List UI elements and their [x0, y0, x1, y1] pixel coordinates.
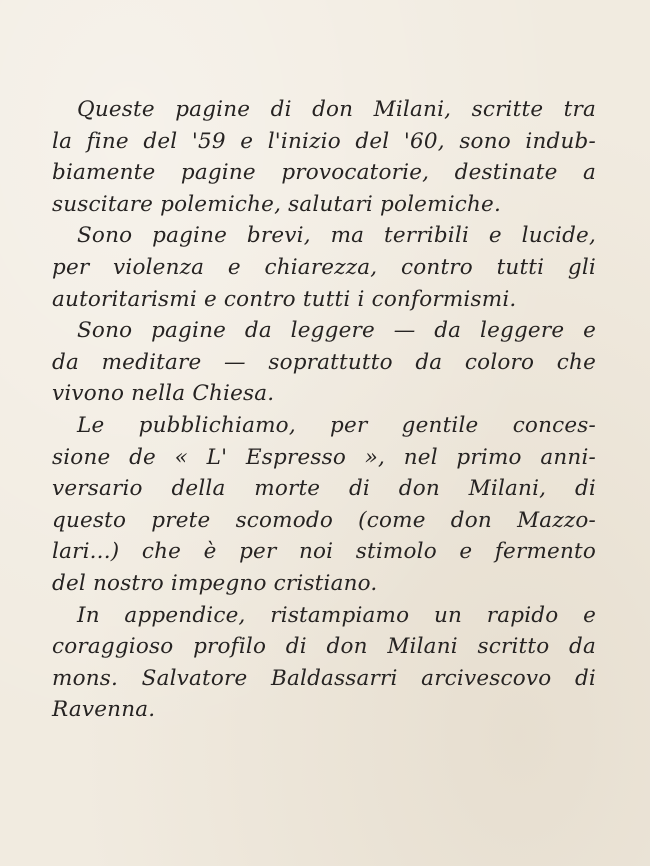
text-line: per violenza e chiarezza, contro tutti gli — [52, 254, 596, 280]
paragraph-5 — [52, 600, 596, 726]
paragraph-1 — [52, 94, 596, 220]
text-line: biamente pagine provocatorie, destinate a — [52, 160, 596, 186]
text-line: lari...) che è per noi stimolo e fermento — [52, 539, 596, 565]
text-line: questo prete scomodo (come don Mazzo- — [52, 507, 596, 533]
text-line: vivono nella Chiesa. — [52, 381, 275, 407]
text-line: Sono pagine da leggere — da leggere e — [77, 318, 596, 344]
text-line: mons. Salvatore Baldassarri arcivescovo di — [52, 665, 596, 691]
text-line: coraggioso profilo di don Milani scritto da — [52, 634, 596, 660]
text-line: Queste pagine di don Milani, scritte tra — [77, 97, 596, 122]
paragraph-4 — [52, 410, 596, 600]
text-line: In appendice, ristampiamo un rapido e — [77, 602, 596, 628]
text-line: versario della morte di don Milani, di — [52, 476, 596, 502]
text-line: Ravenna. — [52, 697, 156, 723]
paragraph-3 — [52, 315, 596, 410]
text-line: Le pubblichiamo, per gentile conces- — [77, 412, 596, 438]
text-line: la fine del '59 e l'inizio del '60, sono indub- — [52, 128, 596, 154]
paragraph-2 — [52, 220, 596, 315]
text-line: sione de « L' Espresso », nel primo anni- — [52, 444, 596, 470]
text-line: suscitare polemiche, salutari polemiche. — [52, 191, 502, 217]
foreword-text — [52, 94, 596, 726]
text-line: Sono pagine brevi, ma terribili e lucide, — [77, 223, 596, 249]
text-line: autoritarismi e contro tutti i conformismi. — [52, 286, 517, 312]
text-line: del nostro impegno cristiano. — [52, 570, 378, 596]
text-line: da meditare — soprattutto da coloro che — [52, 349, 596, 375]
